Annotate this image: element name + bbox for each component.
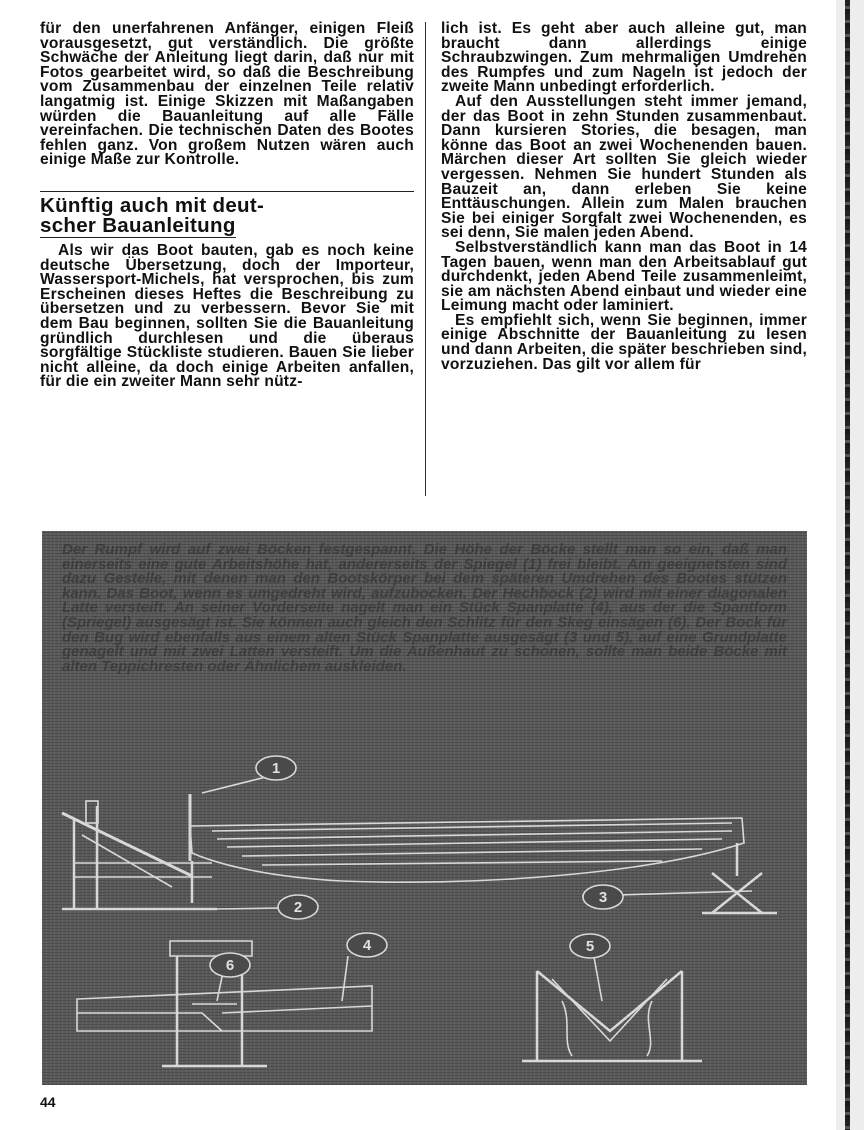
- page-number: 44: [40, 1094, 56, 1110]
- right-paragraph-1: lich ist. Es geht aber auch alleine gut, man braucht dann allerdings einige Schraubzwingen. Zum mehrmaligen Umdrehen des Rumpfes und zum Nageln ist jedoch der zweite Mann unbedingt erforderlich.: [441, 20, 807, 96]
- binding-edge: [845, 0, 850, 1130]
- figure-label-6: 6: [225, 957, 235, 974]
- right-paragraph-2: Auf den Ausstellungen steht immer jemand, der das Boot in zehn Stunden zusammenbaut. Dann kursieren Stories, die besagen, man könne das Boot an zwei Wochenenden bauen. Märchen dieser Art sollten Sie gleich wieder vergessen. Nehmen Sie hundert Stunden als Bauzeit an, dann erleben Sie keine Enttäuschungen. Allein zum Malen brauchen Sie bei einiger Sorgfalt zwei Wochenenden, es sei denn, Sie malen jeden Abend.: [441, 92, 807, 242]
- figure-label-1: 1: [271, 760, 281, 777]
- page-edge: [836, 0, 864, 1130]
- figure-label-2: 2: [293, 899, 303, 916]
- section-heading-line2: scher Bauanleitung: [40, 213, 236, 237]
- figure-label-4: 4: [362, 937, 372, 954]
- figure-label-3: 3: [598, 889, 608, 906]
- section-paragraph: Als wir das Boot bauten, gab es noch keine deutsche Übersetzung, doch der Importeur, Wassersport-Michels, hat versprochen, bis zum Erscheinen dieses Heftes die Beschreibung zu übersetzen und zu verbessern. Bevor Sie mit dem Bau beginnen, sollten Sie die Bauanleitung gründlich durchlesen und die überaus sorgfältige Stückliste studieren. Bauen Sie lieber nicht alleine, da doch einige Arbeiten anfallen, für die ein zweiter Mann sehr nütz-: [40, 241, 414, 391]
- figure-caption: Der Rumpf wird auf zwei Böcken festgespannt. Die Höhe der Böcke stellt man so ein, daß man einerseits eine gute Arbeitshöhe hat, andererseits der Spiegel (1) frei bleibt. Am geeignetsten sind dazu Gestelle, mit denen man den Bootskörper bei dem späteren Umdrehen des Bootes stützen kann. Das Boot, wenn es umgedreht wird, aufzubocken. Der Hechbock (2) wird mit einer diagonalen Latte versteift. An seiner Vorderseite nagelt man ein Stück Spanplatte (4), aus der die Spantform (Spriegel) ausgesägt ist. Sie können auch gleich den Schlitz für den Skeg einsägen (6). Der Bock für den Bug wird ebenfalls aus einem alten Stück Spanplatte ausgesägt (3 und 5), auf eine Grundplatte genagelt und mit zwei Latten versteift. Um die Außenhaut zu schonen, sollte man beide Böcke mit alten Teppichresten oder Ähnlichem auskleiden.: [62, 541, 787, 675]
- intro-paragraph: für den unerfahrenen Anfänger, einigen Fleiß vorausgesetzt, gut verständlich. Die größte Schwäche der Anleitung liegt darin, daß nur mit Fotos gearbeitet wird, so daß die Beschreibung vom Zusammenbau der einzelnen Teile relativ langatmig ist. Einige Skizzen mit Maßangaben würden die Bauanleitung auf alle Fälle vereinfachen. Die technischen Daten des Bootes fehlen ganz. Von großem Nutzen wären auch einige Maße zur Kontrolle.: [40, 20, 414, 169]
- left-column: [40, 22, 414, 390]
- right-paragraph-3: Selbstverständlich kann man das Boot in 14 Tagen bauen, wenn man den Arbeitsablauf gut durchdenkt, jeden Abend Teile zusammenleimt, sie am nächsten Abend einbaut und wieder eine Leimung macht oder laminiert.: [441, 238, 807, 315]
- column-divider: [425, 22, 426, 496]
- heading-rule: [40, 191, 414, 192]
- right-paragraph-4: Es empfiehlt sich, wenn Sie beginnen, immer einige Abschnitte der Bauanleitung zu lesen und dann Arbeiten, die später beschrieben sind, vorzuziehen. Das gilt vor allem für: [441, 311, 807, 373]
- section-heading-line1: Künftig auch mit deut-: [40, 193, 265, 217]
- section-heading: [40, 193, 414, 238]
- right-column: [441, 22, 807, 372]
- construction-sketch: [42, 531, 807, 1085]
- figure-label-5: 5: [585, 938, 595, 955]
- boat-building-figure: [42, 531, 807, 1085]
